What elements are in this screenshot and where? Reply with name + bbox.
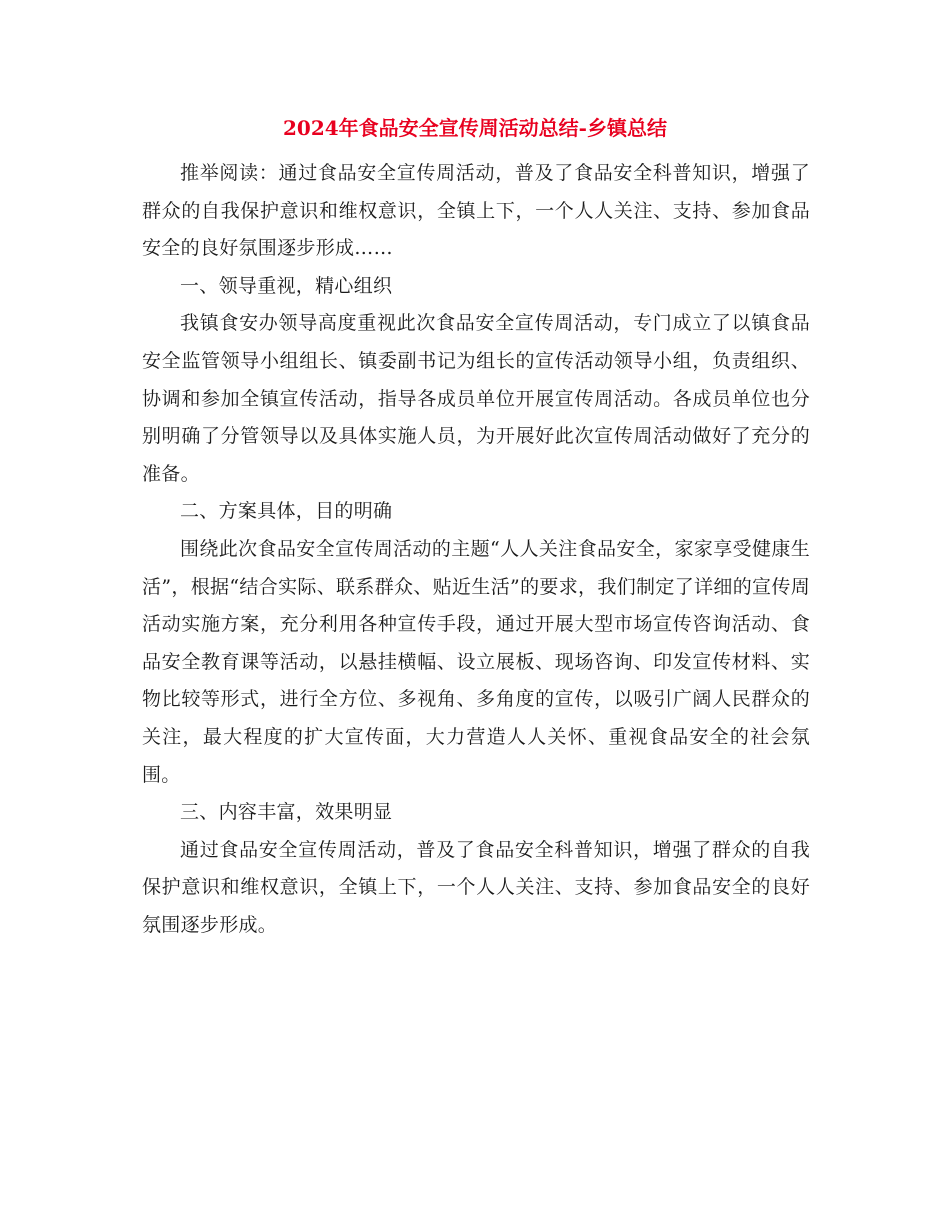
paragraph-section-2: 围绕此次食品安全宣传周活动的主题“人人关注食品安全，家家享受健康生活”，根据“结合实际、联系群众、贴近生活”的要求，我们制定了详细的宣传周活动实施方案，充分利用各种宣传手段，通过开展大型市场宣传咨询活动、食品安全教育课等活动，以悬挂横幅、设立展板、现场咨询、印发宣传材料、实物比较等形式，进行全方位、多视角、多角度的宣传，以吸引广阔人民群众的关注，最大程度的扩大宣传面，大力营造人人关怀、重视食品安全的社会氛围。 bbox=[142, 537, 810, 786]
page-title: 2024年食品安全宣传周活动总结-乡镇总结 bbox=[283, 116, 667, 140]
section-heading-2: 二、方案具体，目的明确 bbox=[180, 500, 393, 523]
section-heading-3: 三、内容丰富，效果明显 bbox=[180, 801, 393, 824]
paragraph-recommended-reading: 推举阅读：通过食品安全宣传周活动，普及了食品安全科普知识，增强了群众的自我保护意识和维权意识，全镇上下，一个人人关注、支持、参加食品安全的良好氛围逐步形成…… bbox=[142, 162, 810, 260]
section-heading-1: 一、领导重视，精心组织 bbox=[180, 274, 393, 297]
paragraph-section-3: 通过食品安全宣传周活动，普及了食品安全科普知识，增强了群众的自我保护意识和维权意识，全镇上下，一个人人关注、支持、参加食品安全的良好氛围逐步形成。 bbox=[142, 838, 810, 936]
document-body bbox=[142, 155, 810, 944]
paragraph-section-1: 我镇食安办领导高度重视此次食品安全宣传周活动，专门成立了以镇食品安全监管领导小组组长、镇委副书记为组长的宣传活动领导小组，负责组织、协调和参加全镇宣传活动，指导各成员单位开展宣传周活动。各成员单位也分别明确了分管领导以及具体实施人员，为开展好此次宣传周活动做好了充分的准备。 bbox=[142, 312, 810, 485]
